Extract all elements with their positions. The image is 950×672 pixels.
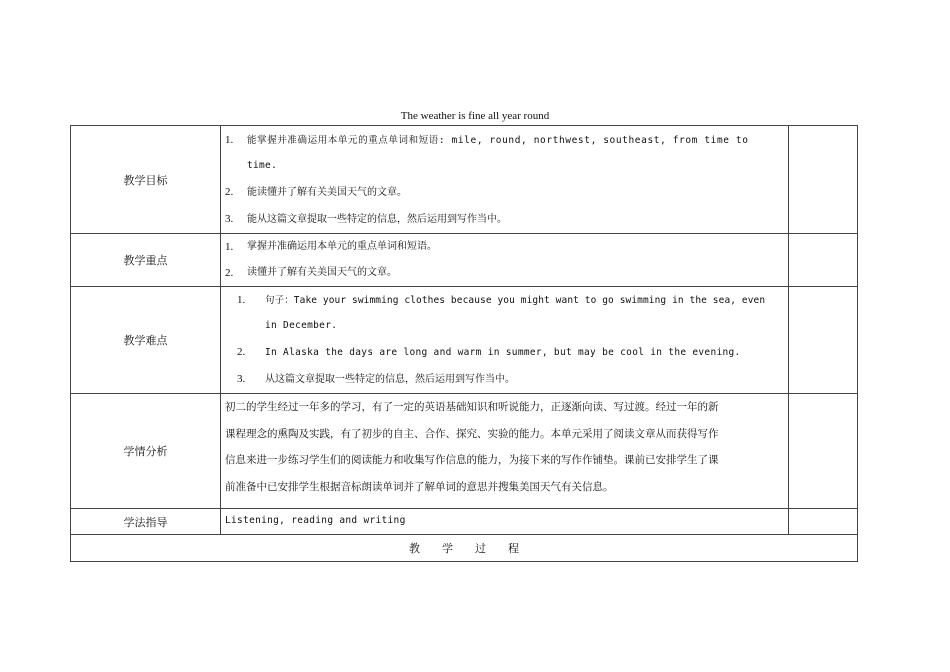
table-row: [71, 126, 858, 234]
empty-cell: [789, 509, 858, 535]
page-title: The weather is fine all year round: [400, 110, 550, 122]
paragraph-line: 初二的学生经过一年多的学习，有了一定的英语基础知识和听说能力，正逐渐向读、写过渡。经过一年的新: [225, 401, 719, 413]
row-content-difficulties: 1. 句子：Take your swimming clothes because you might want to go swimming in the sea, even in December. 2. In Alaska the days are long and warm in summer, but may be cool in the evening. 3. 从这篇文章提取一些特定的信息，然后运用到写作当中。: [221, 287, 789, 394]
paragraph-line: 前准备中已安排学生根据音标朗读单词并了解单词的意思并搜集美国天气有关信息。: [225, 480, 614, 493]
empty-cell: [789, 234, 858, 287]
list-item: 3. 从这篇文章提取一些特定的信息，然后运用到写作当中。: [237, 373, 515, 385]
row-label-student-analysis: 学情分析: [71, 394, 221, 509]
row-label-difficulties: 教学难点: [71, 287, 221, 394]
row-content-objectives: 1. 能掌握并准确运用本单元的重点单词和短语: mile, round, northwest, southeast, from time to time. 2. 能读懂并了解有关美国天气的文章。 3. 能从这篇文章提取一些特定的信息，然后运用到写作当中。: [221, 126, 789, 234]
empty-cell: [789, 126, 858, 234]
list-item: 1. 句子：Take your swimming clothes because you might want to go swimming in the sea, even: [237, 294, 766, 306]
paragraph-line: 信息来进一步练习学生们的阅读能力和收集写作信息的能力，为接下来的写作作铺垫。课前已安排学生了课: [225, 454, 719, 466]
list-item: 1. 掌握并准确运用本单元的重点单词和短语。: [225, 241, 437, 253]
list-item: 3. 能从这篇文章提取一些特定的信息，然后运用到写作当中。: [225, 213, 507, 225]
empty-cell: [789, 287, 858, 394]
lesson-plan-table: [70, 125, 858, 562]
row-content-study-method: Listening, reading and writing: [221, 509, 789, 535]
row-label-key-points: 教学重点: [71, 234, 221, 287]
row-label-objectives: 教学目标: [71, 126, 221, 234]
table-row: [71, 509, 858, 535]
row-content-student-analysis: [221, 394, 789, 509]
table-row: [71, 287, 858, 394]
list-item: 2. 能读懂并了解有关美国天气的文章。: [225, 186, 407, 198]
empty-cell: [789, 394, 858, 509]
list-item: 1. 能掌握并准确运用本单元的重点单词和短语: mile, round, northwest, southeast, from time to: [225, 134, 749, 146]
row-content-key-points: [221, 234, 789, 287]
process-header: 教学过程: [71, 535, 858, 562]
table-row: [71, 234, 858, 287]
list-item: 2. 读懂并了解有关美国天气的文章。: [225, 267, 397, 279]
row-label-study-method: 学法指导: [71, 509, 221, 535]
list-item: 2. In Alaska the days are long and warm in summer, but may be cool in the evening.: [237, 346, 741, 358]
table-row: [71, 394, 858, 509]
paragraph-line: 课程理念的熏陶及实践，有了初步的自主、合作、探究、实验的能力。本单元采用了阅读文章从而获得写作: [225, 427, 719, 440]
table-row: [71, 535, 858, 562]
